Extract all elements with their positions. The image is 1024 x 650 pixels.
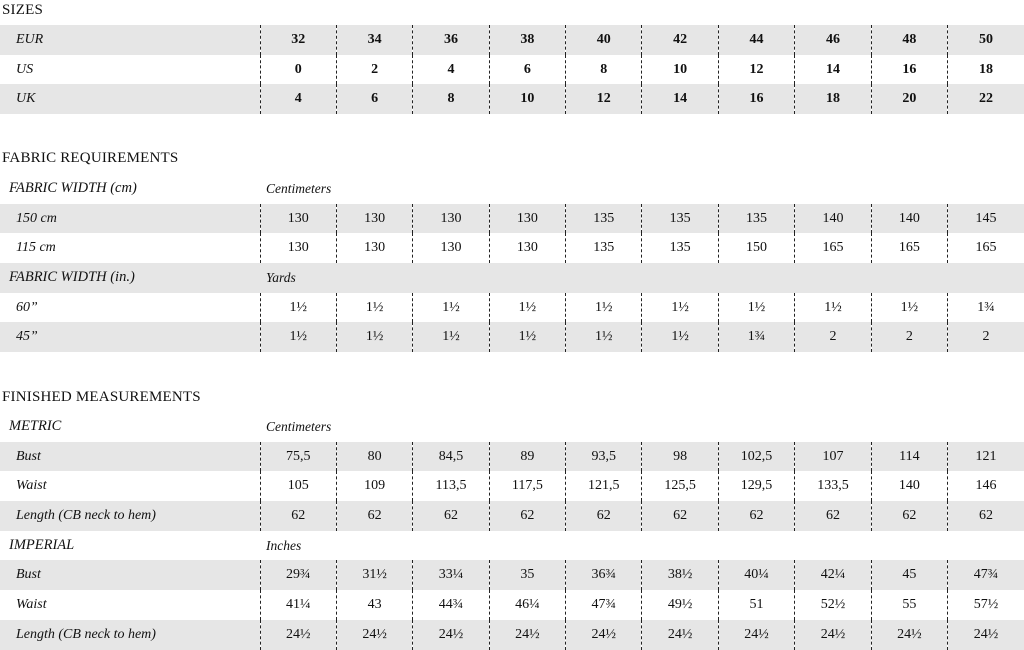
- row-label: Length (CB neck to hem): [0, 501, 260, 531]
- unit-label: Inches: [260, 531, 1024, 561]
- table-cell: 24½: [260, 620, 336, 650]
- table-cell: 2: [336, 55, 412, 85]
- table-cell: 130: [260, 233, 336, 263]
- table-cell: 34: [336, 25, 412, 55]
- row-label: 150 cm: [0, 204, 260, 234]
- table-row: [0, 293, 1024, 323]
- subsection-header-row: [0, 412, 1024, 442]
- table-cell: 165: [948, 233, 1024, 263]
- subsection-header-row: [0, 531, 1024, 561]
- table-cell: 135: [566, 204, 642, 234]
- table-cell: 2: [948, 322, 1024, 352]
- table-cell: 1½: [566, 293, 642, 323]
- table-cell: 24½: [413, 620, 489, 650]
- table-cell: 40: [566, 25, 642, 55]
- table-cell: 24½: [642, 620, 718, 650]
- row-label: Bust: [0, 560, 260, 590]
- table-cell: 1½: [413, 322, 489, 352]
- table-cell: 55: [871, 590, 947, 620]
- row-label: Waist: [16, 478, 47, 494]
- sizes-title: SIZES: [2, 2, 44, 18]
- table-cell: 57½: [948, 590, 1024, 620]
- table-cell: 16: [718, 84, 794, 114]
- table-cell: 146: [948, 471, 1024, 501]
- table-cell: 135: [566, 233, 642, 263]
- table-cell: 102,5: [718, 442, 794, 472]
- table-cell: 24½: [336, 620, 412, 650]
- table-cell: 10: [642, 55, 718, 85]
- table-cell: 10: [489, 84, 565, 114]
- unit-label: Centimeters: [260, 174, 1024, 204]
- table-cell: 62: [413, 501, 489, 531]
- table-cell: 46: [795, 25, 871, 55]
- row-label: 115 cm: [16, 240, 56, 256]
- table-cell: 145: [948, 204, 1024, 234]
- table-cell: 44¾: [413, 590, 489, 620]
- table-cell: 121: [948, 442, 1024, 472]
- table-cell: 62: [260, 501, 336, 531]
- table-cell: 41¼: [260, 590, 336, 620]
- table-cell: 129,5: [718, 471, 794, 501]
- table-cell: 1½: [795, 293, 871, 323]
- table-cell: 14: [795, 55, 871, 85]
- finished-measurements-table: [0, 412, 1024, 650]
- table-row: [0, 590, 1024, 620]
- table-cell: 80: [336, 442, 412, 472]
- table-cell: 33¼: [413, 560, 489, 590]
- table-cell: 43: [336, 590, 412, 620]
- table-cell: 42: [642, 25, 718, 55]
- table-cell: 18: [795, 84, 871, 114]
- table-cell: 130: [260, 204, 336, 234]
- table-cell: 62: [489, 501, 565, 531]
- fabric-requirements-table: [0, 174, 1024, 352]
- table-cell: 45: [871, 560, 947, 590]
- row-label: EUR: [0, 25, 260, 55]
- table-cell: 135: [718, 204, 794, 234]
- table-cell: 4: [413, 55, 489, 85]
- table-cell: 36¾: [566, 560, 642, 590]
- table-cell: 1½: [336, 322, 412, 352]
- table-cell: 62: [336, 501, 412, 531]
- table-cell: 1½: [260, 293, 336, 323]
- table-cell: 20: [871, 84, 947, 114]
- table-cell: 98: [642, 442, 718, 472]
- table-cell: 47¾: [948, 560, 1024, 590]
- table-cell: 24½: [795, 620, 871, 650]
- table-cell: 38: [489, 25, 565, 55]
- table-cell: 121,5: [566, 471, 642, 501]
- table-cell: 16: [871, 55, 947, 85]
- table-cell: 24½: [871, 620, 947, 650]
- table-cell: 109: [336, 471, 412, 501]
- table-cell: 130: [489, 233, 565, 263]
- table-row: [0, 442, 1024, 472]
- table-cell: 165: [795, 233, 871, 263]
- table-cell: 130: [336, 233, 412, 263]
- row-label: US: [16, 61, 34, 77]
- row-label: Length (CB neck to hem): [0, 620, 260, 650]
- table-cell: 1½: [871, 293, 947, 323]
- table-cell: 6: [489, 55, 565, 85]
- table-cell: 4: [260, 84, 336, 114]
- table-cell: 1½: [489, 293, 565, 323]
- table-cell: 50: [948, 25, 1024, 55]
- table-cell: 1¾: [948, 293, 1024, 323]
- table-cell: 1½: [642, 293, 718, 323]
- table-row: [0, 322, 1024, 352]
- table-cell: 1½: [260, 322, 336, 352]
- table-cell: 31½: [336, 560, 412, 590]
- table-cell: 35: [489, 560, 565, 590]
- table-cell: 22: [948, 84, 1024, 114]
- row-label: UK: [0, 84, 260, 114]
- sizes-table: [0, 25, 1024, 114]
- table-row: [0, 501, 1024, 531]
- table-row: [0, 471, 1024, 501]
- table-cell: 29¾: [260, 560, 336, 590]
- table-cell: 24½: [489, 620, 565, 650]
- table-cell: 1½: [642, 322, 718, 352]
- finished-measurements-title: FINISHED MEASUREMENTS: [2, 389, 201, 405]
- table-cell: 1½: [413, 293, 489, 323]
- subsection-label: IMPERIAL: [0, 531, 260, 561]
- table-cell: 0: [260, 55, 336, 85]
- table-cell: 24½: [718, 620, 794, 650]
- table-cell: 6: [336, 84, 412, 114]
- table-cell: 125,5: [642, 471, 718, 501]
- subsection-header-row: [0, 174, 1024, 204]
- table-cell: 1½: [718, 293, 794, 323]
- table-cell: 62: [948, 501, 1024, 531]
- subsection-label: METRIC: [0, 412, 260, 442]
- table-cell: 89: [489, 442, 565, 472]
- table-cell: 114: [871, 442, 947, 472]
- table-cell: 32: [260, 25, 336, 55]
- table-cell: 1½: [566, 322, 642, 352]
- table-row: [0, 84, 1024, 114]
- table-row: [0, 55, 1024, 85]
- table-cell: 105: [260, 471, 336, 501]
- unit-label: Yards: [260, 263, 1024, 293]
- table-cell: 130: [336, 204, 412, 234]
- table-cell: 62: [871, 501, 947, 531]
- table-cell: 1½: [489, 322, 565, 352]
- table-cell: 135: [642, 233, 718, 263]
- table-cell: 48: [871, 25, 947, 55]
- table-cell: 62: [642, 501, 718, 531]
- table-cell: 8: [413, 84, 489, 114]
- table-cell: 75,5: [260, 442, 336, 472]
- table-cell: 14: [642, 84, 718, 114]
- table-cell: 8: [566, 55, 642, 85]
- table-cell: 130: [489, 204, 565, 234]
- table-cell: 49½: [642, 590, 718, 620]
- table-cell: 107: [795, 442, 871, 472]
- table-row: [0, 560, 1024, 590]
- table-cell: 140: [871, 471, 947, 501]
- unit-label: Centimeters: [260, 412, 1024, 442]
- table-row: [0, 25, 1024, 55]
- table-cell: 18: [948, 55, 1024, 85]
- table-cell: 1¾: [718, 322, 794, 352]
- table-cell: 130: [413, 204, 489, 234]
- table-cell: 165: [871, 233, 947, 263]
- row-label: 60”: [16, 299, 38, 315]
- table-cell: 140: [795, 204, 871, 234]
- table-cell: 42¼: [795, 560, 871, 590]
- table-cell: 150: [718, 233, 794, 263]
- table-cell: 93,5: [566, 442, 642, 472]
- row-label: Waist: [16, 596, 47, 612]
- table-cell: 140: [871, 204, 947, 234]
- table-cell: 24½: [566, 620, 642, 650]
- table-cell: 130: [413, 233, 489, 263]
- table-cell: 84,5: [413, 442, 489, 472]
- table-cell: 113,5: [413, 471, 489, 501]
- table-cell: 46¼: [489, 590, 565, 620]
- subsection-label: FABRIC WIDTH (cm): [0, 174, 260, 204]
- table-cell: 51: [718, 590, 794, 620]
- table-cell: 1½: [336, 293, 412, 323]
- row-label: Bust: [0, 442, 260, 472]
- table-cell: 62: [795, 501, 871, 531]
- table-cell: 36: [413, 25, 489, 55]
- table-cell: 40¼: [718, 560, 794, 590]
- table-cell: 117,5: [489, 471, 565, 501]
- subsection-label: FABRIC WIDTH (in.): [0, 263, 260, 293]
- table-cell: 47¾: [566, 590, 642, 620]
- table-cell: 2: [795, 322, 871, 352]
- table-cell: 2: [871, 322, 947, 352]
- table-row: [0, 233, 1024, 263]
- table-row: [0, 620, 1024, 650]
- table-cell: 44: [718, 25, 794, 55]
- table-cell: 38½: [642, 560, 718, 590]
- table-cell: 135: [642, 204, 718, 234]
- subsection-header-row: [0, 263, 1024, 293]
- table-cell: 52½: [795, 590, 871, 620]
- table-cell: 24½: [948, 620, 1024, 650]
- table-cell: 62: [566, 501, 642, 531]
- table-cell: 133,5: [795, 471, 871, 501]
- row-label: 45”: [0, 322, 260, 352]
- fabric-requirements-title: FABRIC REQUIREMENTS: [2, 150, 179, 166]
- table-cell: 12: [718, 55, 794, 85]
- table-row: [0, 204, 1024, 234]
- table-cell: 62: [718, 501, 794, 531]
- table-cell: 12: [566, 84, 642, 114]
